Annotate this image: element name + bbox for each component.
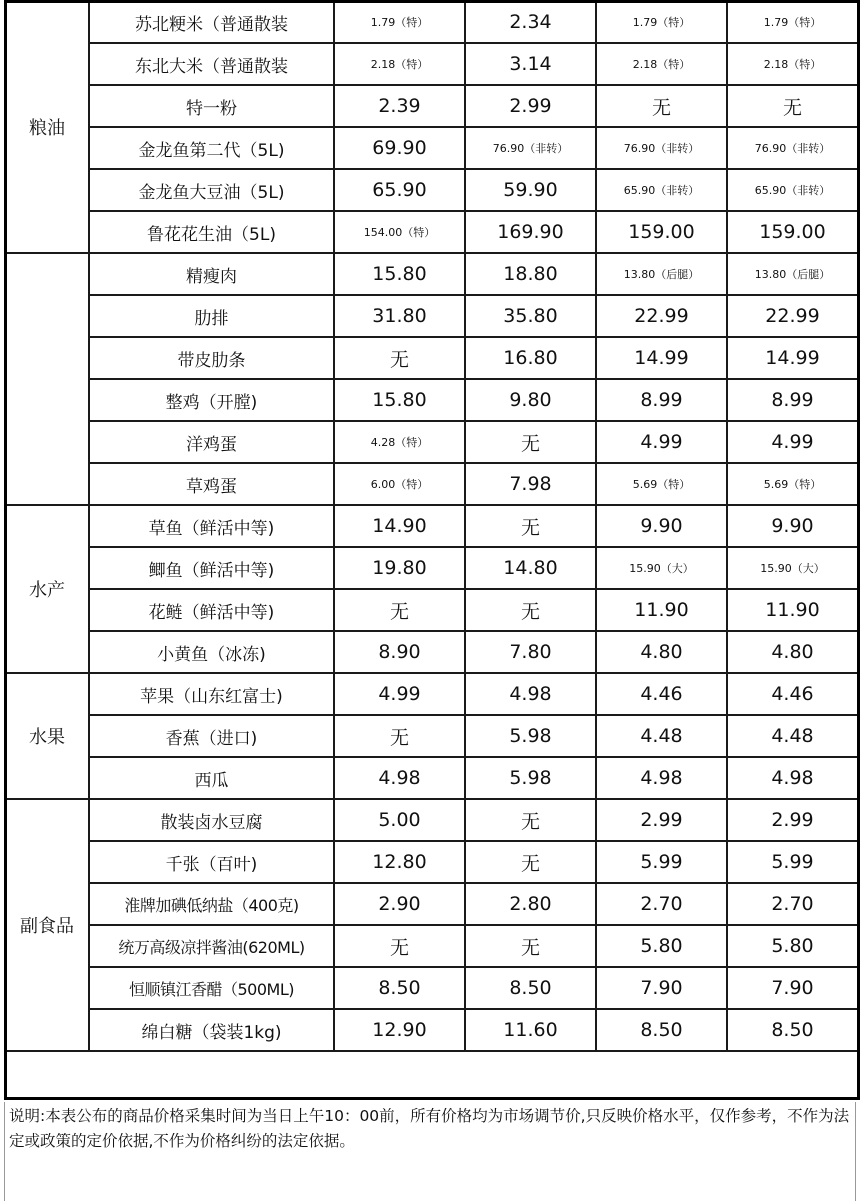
price-cell: 11.90: [727, 589, 858, 631]
table-row: [5, 673, 858, 715]
price-table: [4, 0, 859, 1052]
price-cell: 9.80: [465, 379, 596, 421]
price-table-body: [5, 1, 858, 1051]
table-row: [5, 799, 858, 841]
price-cell: 5.98: [465, 757, 596, 799]
price-cell: 5.69（特）: [596, 463, 727, 505]
price-cell: 11.60: [465, 1009, 596, 1051]
price-cell: 无: [596, 85, 727, 127]
item-name-cell: 草鸡蛋: [89, 463, 334, 505]
disclaimer-note: 说明:本表公布的商品价格采集时间为当日上午10：00前，所有价格均为市场调节价,只反映价格水平，仅作参考，不作为法定或政策的定价依据,不作为价格纠纷的法定依据。: [4, 1102, 856, 1201]
price-cell: 3.14: [465, 43, 596, 85]
price-cell: 8.99: [727, 379, 858, 421]
item-name-cell: 苏北粳米（普通散装: [89, 1, 334, 43]
price-cell: 4.80: [596, 631, 727, 673]
table-row: [5, 169, 858, 211]
price-cell: 159.00: [596, 211, 727, 253]
table-row: [5, 421, 858, 463]
price-cell: 2.18（特）: [334, 43, 465, 85]
item-name-cell: 散装卤水豆腐: [89, 799, 334, 841]
price-cell: 76.90（非转）: [596, 127, 727, 169]
item-name-cell: 特一粉: [89, 85, 334, 127]
price-cell: 2.18（特）: [727, 43, 858, 85]
table-row: [5, 757, 858, 799]
price-cell: 4.46: [596, 673, 727, 715]
table-row: [5, 379, 858, 421]
price-cell: 无: [334, 715, 465, 757]
table-row: [5, 505, 858, 547]
price-cell: 7.80: [465, 631, 596, 673]
category-cell: 水产: [5, 505, 89, 673]
table-row: [5, 925, 858, 967]
item-name-cell: 统万高级凉拌酱油(620ML): [89, 925, 334, 967]
price-cell: 4.80: [727, 631, 858, 673]
price-cell: 无: [727, 85, 858, 127]
price-cell: 无: [465, 505, 596, 547]
price-cell: 无: [465, 799, 596, 841]
price-cell: 1.79（特）: [727, 1, 858, 43]
price-cell: 22.99: [727, 295, 858, 337]
price-cell: 6.00（特）: [334, 463, 465, 505]
price-cell: 11.90: [596, 589, 727, 631]
price-cell: 7.98: [465, 463, 596, 505]
price-cell: 15.80: [334, 253, 465, 295]
item-name-cell: 整鸡（开膛): [89, 379, 334, 421]
price-cell: 2.90: [334, 883, 465, 925]
price-cell: 4.46: [727, 673, 858, 715]
item-name-cell: 花鲢（鲜活中等): [89, 589, 334, 631]
price-cell: 159.00: [727, 211, 858, 253]
item-name-cell: 金龙鱼大豆油（5L): [89, 169, 334, 211]
item-name-cell: 千张（百叶): [89, 841, 334, 883]
price-table-frame: [4, 0, 860, 1100]
item-name-cell: 肋排: [89, 295, 334, 337]
price-cell: 14.99: [727, 337, 858, 379]
price-cell: 5.69（特）: [727, 463, 858, 505]
price-cell: 13.80（后腿）: [596, 253, 727, 295]
price-cell: 2.70: [727, 883, 858, 925]
price-cell: 4.98: [334, 757, 465, 799]
table-row: [5, 1009, 858, 1051]
table-row: [5, 337, 858, 379]
price-cell: 76.90（非转）: [465, 127, 596, 169]
table-row: [5, 589, 858, 631]
price-cell: 2.99: [727, 799, 858, 841]
price-cell: 8.50: [334, 967, 465, 1009]
category-cell: [5, 253, 89, 505]
table-row: [5, 967, 858, 1009]
price-cell: 69.90: [334, 127, 465, 169]
price-cell: 4.98: [596, 757, 727, 799]
price-cell: 4.48: [596, 715, 727, 757]
table-row: [5, 463, 858, 505]
category-cell: 副食品: [5, 799, 89, 1051]
price-cell: 14.99: [596, 337, 727, 379]
price-cell: 8.50: [727, 1009, 858, 1051]
item-name-cell: 草鱼（鲜活中等): [89, 505, 334, 547]
price-cell: 4.98: [727, 757, 858, 799]
price-cell: 无: [465, 589, 596, 631]
table-row: [5, 715, 858, 757]
table-row: [5, 43, 858, 85]
item-name-cell: 苹果（山东红富士): [89, 673, 334, 715]
item-name-cell: 恒顺镇江香醋（500ML): [89, 967, 334, 1009]
table-row: [5, 85, 858, 127]
price-cell: 59.90: [465, 169, 596, 211]
item-name-cell: 东北大米（普通散装: [89, 43, 334, 85]
price-cell: 2.80: [465, 883, 596, 925]
price-cell: 22.99: [596, 295, 727, 337]
table-row: [5, 295, 858, 337]
item-name-cell: 金龙鱼第二代（5L): [89, 127, 334, 169]
price-cell: 169.90: [465, 211, 596, 253]
price-cell: 12.90: [334, 1009, 465, 1051]
price-cell: 4.99: [596, 421, 727, 463]
price-cell: 65.90（非转）: [727, 169, 858, 211]
price-cell: 5.80: [596, 925, 727, 967]
price-cell: 无: [465, 841, 596, 883]
table-row: [5, 883, 858, 925]
price-cell: 8.90: [334, 631, 465, 673]
table-row: [5, 547, 858, 589]
price-cell: 5.00: [334, 799, 465, 841]
price-cell: 4.28（特）: [334, 421, 465, 463]
table-row: [5, 253, 858, 295]
price-cell: 1.79（特）: [334, 1, 465, 43]
table-row: [5, 127, 858, 169]
price-cell: 无: [334, 589, 465, 631]
price-cell: 16.80: [465, 337, 596, 379]
price-cell: 5.99: [596, 841, 727, 883]
price-cell: 7.90: [727, 967, 858, 1009]
price-cell: 2.34: [465, 1, 596, 43]
price-cell: 65.90: [334, 169, 465, 211]
price-cell: 13.80（后腿）: [727, 253, 858, 295]
category-cell: 水果: [5, 673, 89, 799]
item-name-cell: 洋鸡蛋: [89, 421, 334, 463]
price-cell: 5.98: [465, 715, 596, 757]
price-cell: 2.99: [596, 799, 727, 841]
price-cell: 2.39: [334, 85, 465, 127]
price-cell: 4.99: [334, 673, 465, 715]
item-name-cell: 绵白糖（袋装1kg): [89, 1009, 334, 1051]
price-cell: 5.99: [727, 841, 858, 883]
item-name-cell: 鲫鱼（鲜活中等): [89, 547, 334, 589]
price-cell: 31.80: [334, 295, 465, 337]
price-cell: 2.70: [596, 883, 727, 925]
table-row: [5, 1, 858, 43]
price-cell: 18.80: [465, 253, 596, 295]
price-cell: 14.90: [334, 505, 465, 547]
price-cell: 35.80: [465, 295, 596, 337]
price-cell: 2.99: [465, 85, 596, 127]
price-cell: 8.50: [596, 1009, 727, 1051]
price-cell: 15.90（大）: [596, 547, 727, 589]
item-name-cell: 淮牌加碘低纳盐（400克): [89, 883, 334, 925]
item-name-cell: 鲁花花生油（5L): [89, 211, 334, 253]
price-cell: 7.90: [596, 967, 727, 1009]
price-cell: 8.99: [596, 379, 727, 421]
price-cell: 4.99: [727, 421, 858, 463]
price-cell: 无: [334, 925, 465, 967]
table-row: [5, 631, 858, 673]
price-cell: 15.90（大）: [727, 547, 858, 589]
item-name-cell: 小黄鱼（冰冻): [89, 631, 334, 673]
price-cell: 1.79（特）: [596, 1, 727, 43]
item-name-cell: 带皮肋条: [89, 337, 334, 379]
price-cell: 19.80: [334, 547, 465, 589]
item-name-cell: 西瓜: [89, 757, 334, 799]
price-cell: 65.90（非转）: [596, 169, 727, 211]
price-cell: 15.80: [334, 379, 465, 421]
price-cell: 4.48: [727, 715, 858, 757]
price-cell: 无: [465, 421, 596, 463]
price-cell: 无: [334, 337, 465, 379]
price-cell: 76.90（非转）: [727, 127, 858, 169]
price-cell: 4.98: [465, 673, 596, 715]
price-cell: 14.80: [465, 547, 596, 589]
price-cell: 2.18（特）: [596, 43, 727, 85]
price-cell: 5.80: [727, 925, 858, 967]
table-row: [5, 841, 858, 883]
price-cell: 9.90: [596, 505, 727, 547]
table-row: [5, 211, 858, 253]
price-cell: 8.50: [465, 967, 596, 1009]
category-cell: 粮油: [5, 1, 89, 253]
price-cell: 154.00（特）: [334, 211, 465, 253]
item-name-cell: 精瘦肉: [89, 253, 334, 295]
price-cell: 9.90: [727, 505, 858, 547]
price-cell: 无: [465, 925, 596, 967]
price-cell: 12.80: [334, 841, 465, 883]
item-name-cell: 香蕉（进口): [89, 715, 334, 757]
